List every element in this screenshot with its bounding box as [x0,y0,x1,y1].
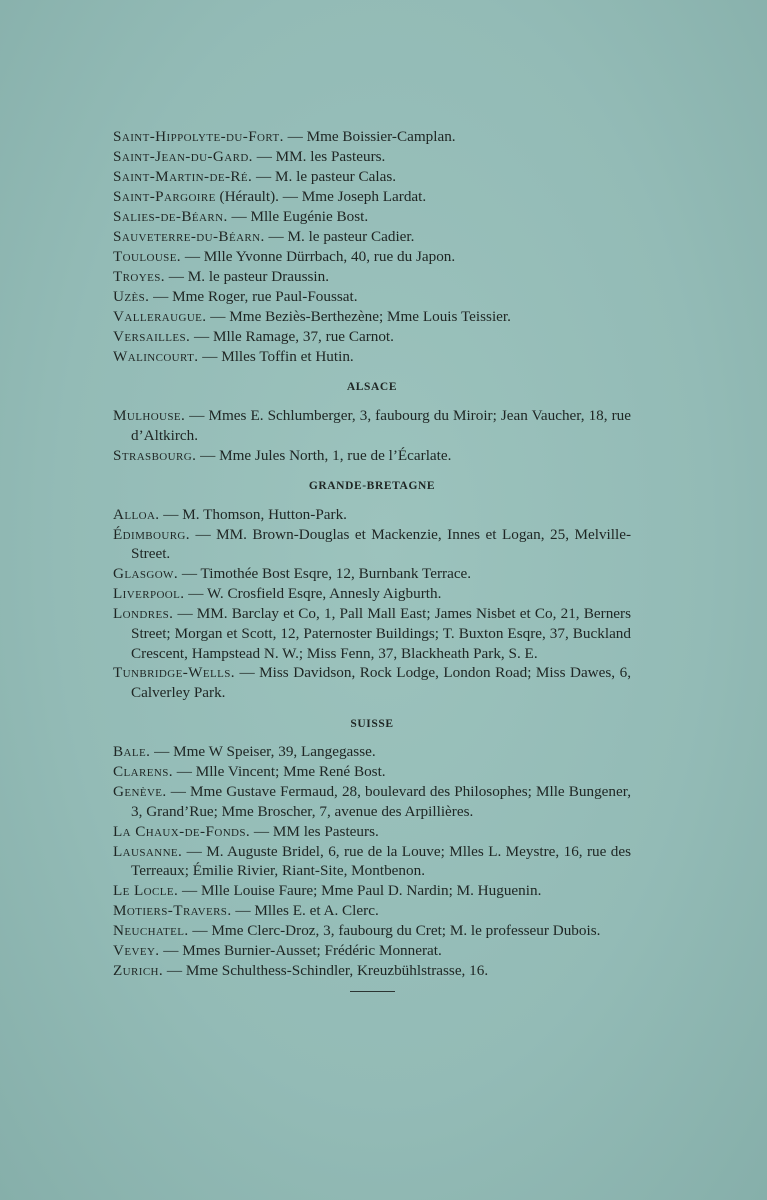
directory-entry [113,167,631,187]
place-name: Motiers-Travers. [113,902,232,920]
directory-entry [113,525,631,564]
contact-details: — Mme Schulthess-Schindler, Kreuzbühlstrasse, 16. [163,962,489,980]
directory-entry [113,901,631,921]
directory-entry [113,247,631,267]
contact-details: — Mlle Louise Faure; Mme Paul D. Nardin; M. Huguenin. [178,882,542,900]
place-name: Strasbourg. [113,446,197,464]
directory-entry [113,147,631,167]
contact-details: — MM. les Pasteurs. [252,147,386,165]
place-name: Uzès. [113,287,150,305]
directory-entry [113,127,631,147]
place-name: Saint-Martin-de-Ré. [113,167,253,185]
directory-entry [113,742,631,762]
place-name: Walincourt. [113,347,199,365]
directory-entry [113,307,631,327]
place-name: Mulhouse. [113,407,186,425]
contact-details: — W. Crosfield Esqre, Annesly Aigburth. [184,585,442,603]
contact-details: — Mme Clerc-Droz, 3, faubourg du Cret; M. le professeur Dubois. [188,922,601,940]
section-heading: GRANDE-BRETAGNE [308,480,436,493]
contact-details: — MM les Pasteurs. [250,822,379,840]
contact-details: — Mlle Vincent; Mme René Bost. [172,763,386,781]
section-heading: SUISSE [350,717,394,730]
contact-details: — Mme Boissier-Camplan. [283,128,456,145]
place-name: Valleraugue. [113,307,207,325]
place-name: Sauveterre-du-Béarn. [113,227,265,245]
directory-entry [113,782,631,821]
place-name: Vevey. [113,942,160,960]
contact-details: — Mlle Yvonne Dürrbach, 40, rue du Japon. [181,247,456,265]
directory-entry [113,881,631,901]
section-heading: ALSACE [346,381,398,394]
directory-entry [113,406,631,445]
directory-entry [113,584,631,604]
place-name: Alloa. [113,505,160,523]
contact-details: — M. le pasteur Draussin. [164,267,330,285]
contact-details: (Hérault). — Mme Joseph Lardat. [215,187,427,205]
directory-entry [113,663,631,702]
directory-entry [113,207,631,227]
contact-details: — Mmes Burnier-Ausset; Frédéric Monnerat. [159,942,442,960]
directory-entry [113,287,631,307]
place-name: Saint-Pargoire [113,187,216,205]
contact-details: — M. Thomson, Hutton-Park. [159,505,347,523]
directory-entry [113,564,631,584]
place-name: Clarens. [113,763,173,781]
directory-entry [113,505,631,525]
contact-details: — Mlle Ramage, 37, rue Carnot. [190,327,394,345]
directory-entry [113,347,631,367]
end-rule [350,991,395,992]
contact-details: — Mme Beziès-Berthezène; Mme Louis Teissier. [206,307,511,325]
directory-entry [113,267,631,287]
place-name: Londres. [113,605,174,623]
contact-details: — Mlles E. et A. Clerc. [231,902,379,920]
directory-listing [113,127,631,992]
directory-entry [113,842,631,881]
place-name: Genève. [113,783,167,801]
place-name: Neuchatel. [113,922,189,940]
contact-details: — M. le pasteur Calas. [252,167,397,185]
place-name: Saint-Hippolyte-du-Fort. [113,128,284,145]
contact-details: — Timothée Bost Esqre, 12, Burnbank Terrace. [178,565,472,583]
directory-entry [113,446,631,466]
contact-details: — Mme Roger, rue Paul-Foussat. [149,287,358,305]
contact-details: — Miss Davidson, Rock Lodge, London Road; Miss Dawes, 6, Calverley Park. [131,664,631,702]
place-name: Glasgow. [113,565,179,583]
contact-details: — M. Auguste Bridel, 6, rue de la Louve; Mlles L. Meystre, 16, rue des Terreaux; Émilie Rivier, Riant-Site, Montbenon. [131,842,631,880]
place-name: Lausanne. [113,842,183,860]
contact-details: — Mlles Toffin et Hutin. [198,347,354,365]
place-name: Bale. [113,743,151,761]
place-name: Zurich. [113,962,164,980]
directory-entry [113,327,631,347]
place-name: Édimbourg. [113,525,190,543]
contact-details: — Mlle Eugénie Bost. [227,207,369,225]
directory-entry [113,822,631,842]
place-name: La Chaux-de-Fonds. [113,822,251,840]
place-name: Tunbridge-Wells. [113,664,235,682]
directory-entry [113,921,631,941]
place-name: Liverpool. [113,585,185,603]
contact-details: — MM. Barclay et Co, 1, Pall Mall East; James Nisbet et Co, 21, Berners Street; Morgan et Scott, 12, Paternoster Buildings; T. Buxton Esqre, 37, Buckland Crescent, Hampstead N. W.; Miss Fenn, 37, Blackheath Park, S. E. [131,605,631,662]
directory-entry [113,961,631,981]
place-name: Le Locle. [113,882,179,900]
place-name: Toulouse. [113,247,182,265]
directory-entry [113,227,631,247]
contact-details: — Mme W Speiser, 39, Langegasse. [150,743,376,761]
contact-details: — M. le pasteur Cadier. [264,227,415,245]
place-name: Versailles. [113,327,191,345]
contact-details: — Mme Gustave Fermaud, 28, boulevard des Philosophes; Mlle Bungener, 3, Grand’Rue; Mme Broscher, 7, avenue des Arpillières. [131,783,631,820]
contact-details: — Mme Jules North, 1, rue de l’Écarlate. [196,446,452,464]
place-name: Salies-de-Béarn. [113,207,228,225]
contact-details: — Mmes E. Schlumberger, 3, faubourg du Miroir; Jean Vaucher, 18, rue d’Altkirch. [131,407,631,444]
directory-entry [113,762,631,782]
place-name: Saint-Jean-du-Gard. [113,147,253,165]
place-name: Troyes. [113,267,165,285]
contact-details: — MM. Brown-Douglas et Mackenzie, Innes et Logan, 25, Melville-Street. [131,525,631,563]
directory-entry [113,187,631,207]
directory-entry [113,604,631,663]
directory-entry [113,941,631,961]
